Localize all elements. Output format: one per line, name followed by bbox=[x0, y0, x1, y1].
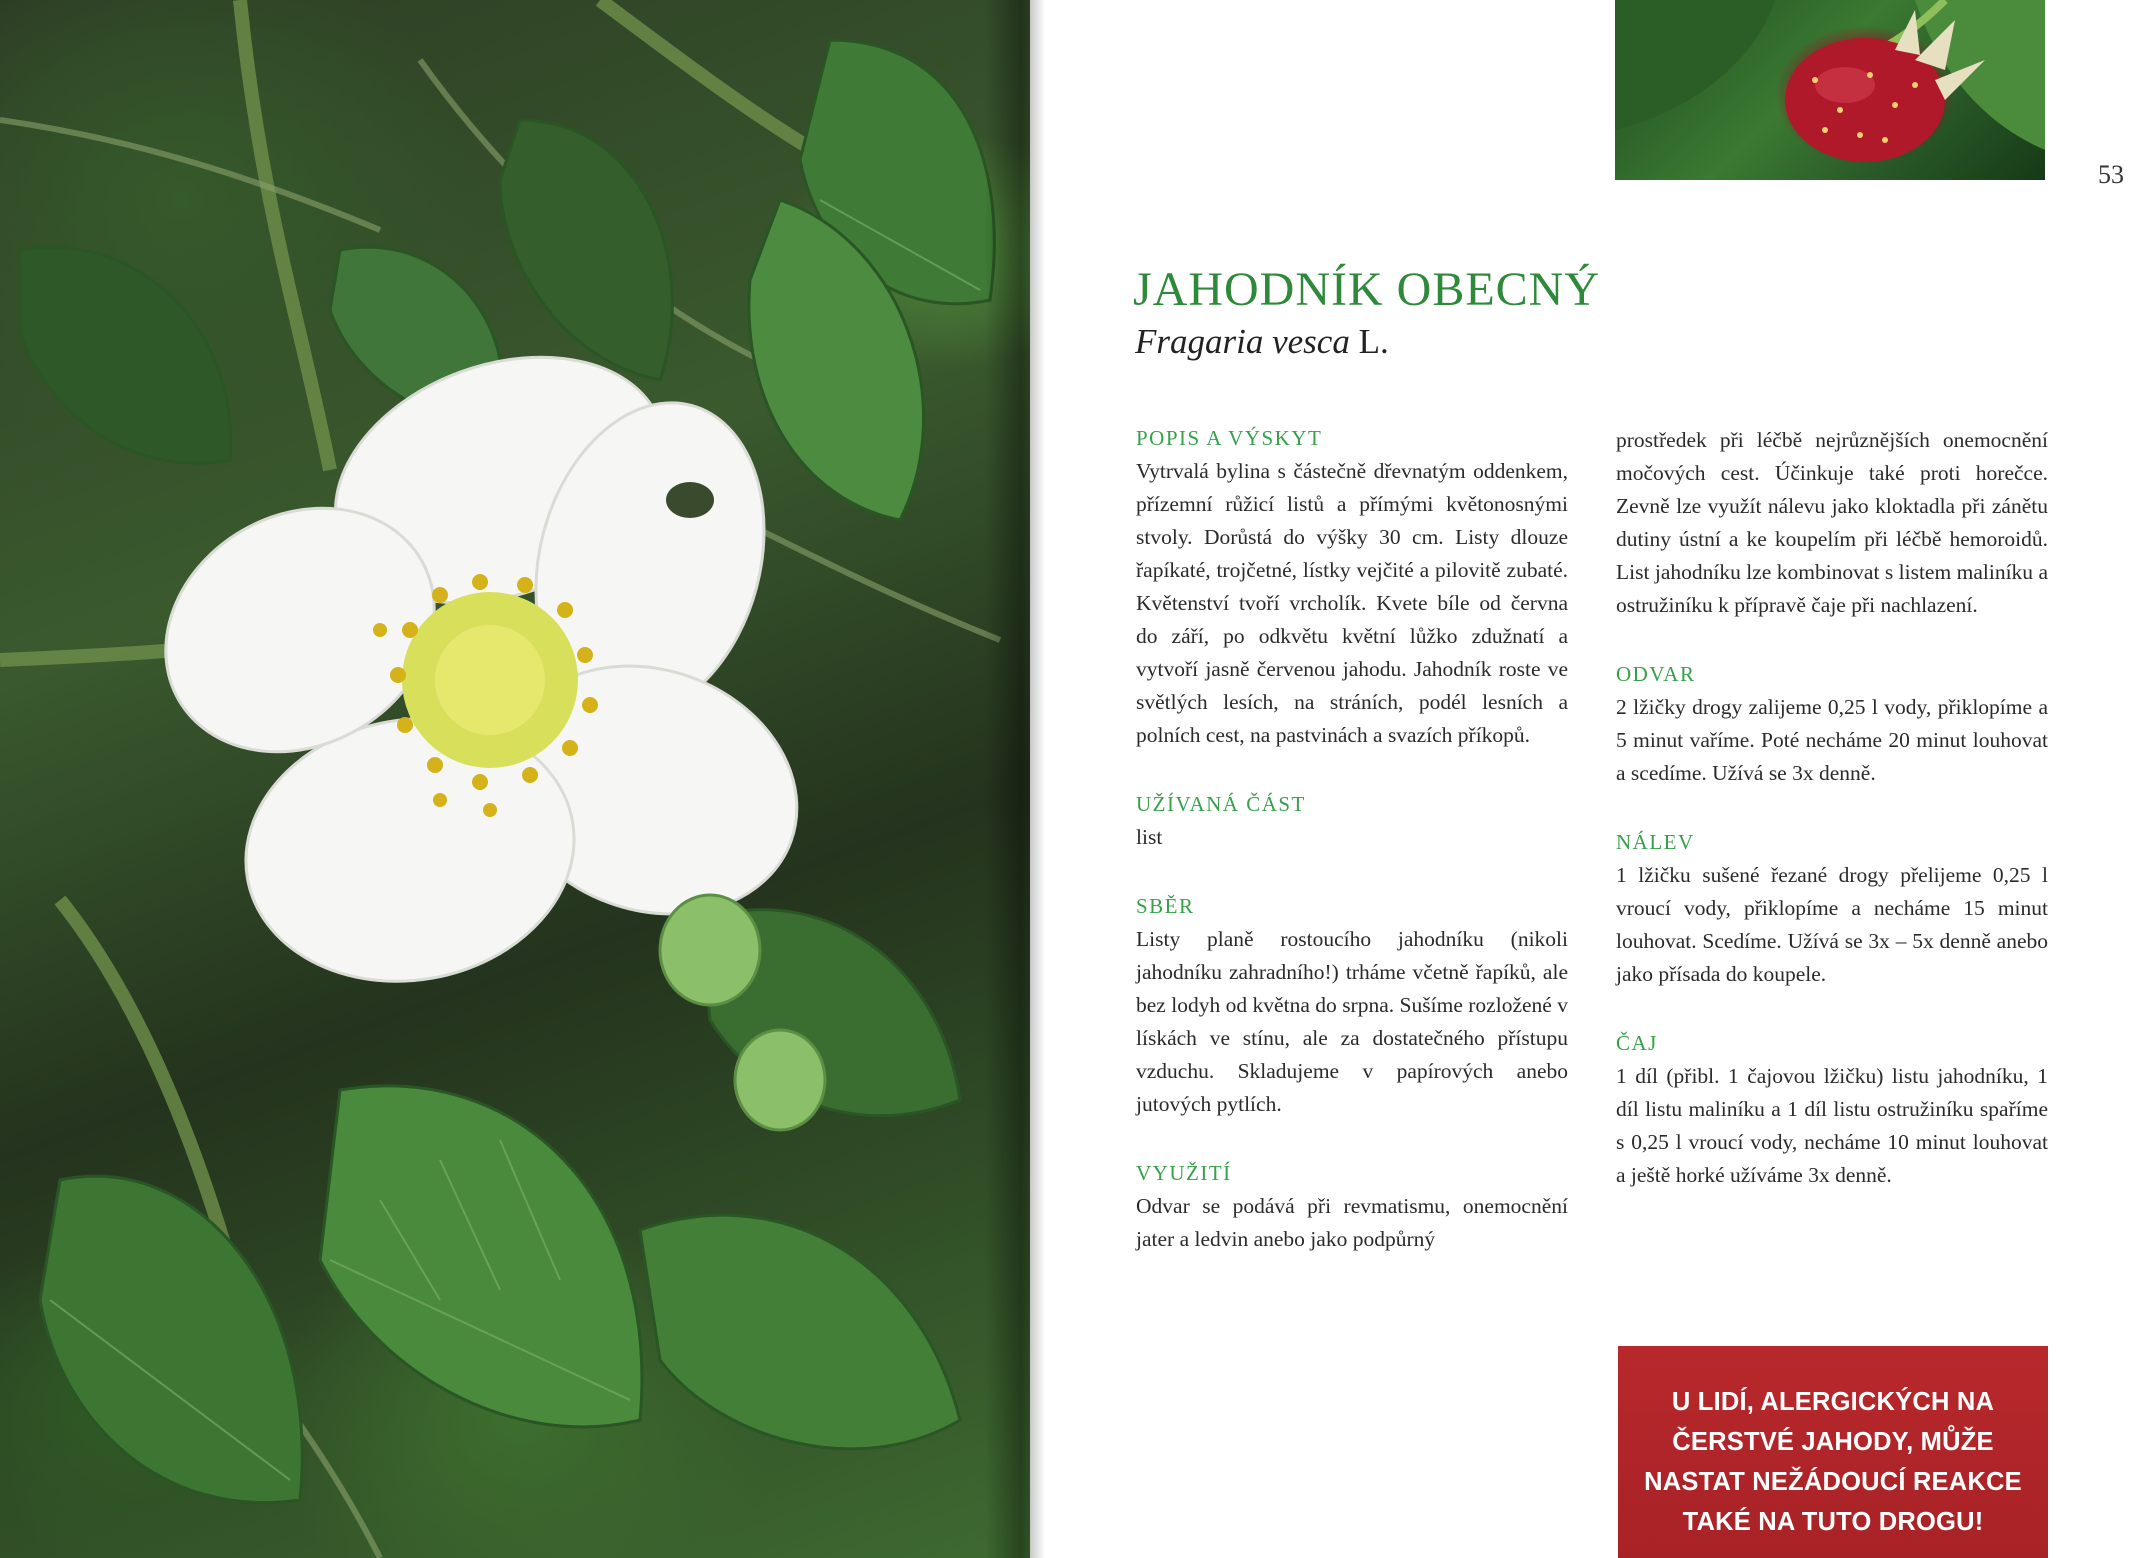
heading-uzivana-cast: UŽÍVANÁ ČÁST bbox=[1136, 792, 1306, 816]
text-column-left bbox=[1136, 422, 1568, 1292]
text-odvar: 2 lžičky drogy zalijeme 0,25 l vody, přiklopíme a 5 minut vaříme. Poté necháme 20 minut louhovat a scedíme. Užívá se 3x denně. bbox=[1616, 695, 2048, 785]
allergy-warning-text: U LIDÍ, ALERGICKÝCH NA ČERSTVÉ JAHODY, MŮŽE NASTAT NEŽÁDOUCÍ REAKCE TAKÉ NA TUTO DROGU! bbox=[1644, 1388, 2022, 1536]
strawberry-fruit-photo bbox=[1615, 0, 2045, 180]
heading-odvar: ODVAR bbox=[1616, 662, 1696, 686]
section-nalev bbox=[1616, 826, 2048, 991]
heading-vyuziti: VYUŽITÍ bbox=[1136, 1161, 1232, 1185]
text-column-right bbox=[1616, 424, 2048, 1228]
text-nalev: 1 lžičku sušené řezané drogy přelijeme 0,25 l vroucí vody, přiklopíme a necháme 15 minut louhovat. Scedíme. Užívá se 3x – 5x denně anebo jako přísada do koupele. bbox=[1616, 863, 2048, 986]
heading-sber: SBĚR bbox=[1136, 894, 1195, 918]
section-uzivana-cast bbox=[1136, 788, 1568, 854]
heading-caj: ČAJ bbox=[1616, 1031, 1658, 1055]
latin-author: L. bbox=[1349, 322, 1389, 361]
plant-title: JAHODNÍK OBECNÝ bbox=[1133, 263, 1600, 316]
section-sber bbox=[1136, 890, 1568, 1121]
allergy-warning-box bbox=[1618, 1346, 2048, 1558]
heading-nalev: NÁLEV bbox=[1616, 830, 1695, 854]
text-uzivana-cast: list bbox=[1136, 825, 1163, 849]
strawberry-flower-illustration bbox=[0, 0, 1030, 1558]
heading-popis: POPIS A VÝSKYT bbox=[1136, 426, 1323, 450]
text-vyuziti-part2: prostředek při léčbě nejrůznějších onemocnění močových cest. Účinkuje také proti horečce. Zevně lze využít nálevu jako kloktadla při zánětu dutiny ústní a ke koupelím při léčbě hemoroidů. List jahodníku lze kombinovat s listem maliníku a ostružiníku k přípravě čaje při nachlazení. bbox=[1616, 428, 2048, 617]
section-vyuziti bbox=[1136, 1157, 1568, 1256]
section-vyuziti-continued bbox=[1616, 424, 2048, 622]
strawberry-fruit-illustration bbox=[1615, 0, 2045, 180]
section-popis bbox=[1136, 422, 1568, 752]
latin-name bbox=[1135, 322, 1389, 362]
text-vyuziti-part1: Odvar se podává při revmatismu, onemocnění jater a ledvin anebo jako podpůrný bbox=[1136, 1194, 1568, 1251]
page-number: 53 bbox=[2098, 160, 2124, 189]
text-caj: 1 díl (přibl. 1 čajovou lžičku) listu jahodníku, 1 díl listu maliníku a 1 díl listu ostružiníku spaříme s 0,25 l vroucí vody, necháme 10 minut louhovat a ještě horké užíváme 3x denně. bbox=[1616, 1064, 2048, 1187]
strawberry-flower-photo bbox=[0, 0, 1030, 1558]
text-sber: Listy planě rostoucího jahodníku (nikoli jahodníku zahradního!) trháme včetně řapíků, ale bez lodyh od května do srpna. Sušíme rozložené v lískách ve stínu, ale za dostatečného přístupu vzduchu. Skladujeme v papírových anebo jutových pytlích. bbox=[1136, 927, 1568, 1116]
section-odvar bbox=[1616, 658, 2048, 790]
book-gutter-shadow bbox=[985, 0, 1045, 1558]
latin-genus-species: Fragaria vesca bbox=[1135, 322, 1350, 361]
section-caj bbox=[1616, 1027, 2048, 1192]
text-popis: Vytrvalá bylina s částečně dřevnatým oddenkem, přízemní růžicí listů a přímými květonosnými stvoly. Dorůstá do výšky 30 cm. Listy dlouze řapíkaté, trojčetné, lístky vejčité a pilovitě zubaté. Květenství tvoří vrcholík. Kvete bíle od června do září, po odkvětu květní lůžko zdužnatí a vytvoří jasně červenou jahodu. Jahodník roste ve světlých lesích, na stráních, podél lesních a polních cest, na pastvinách a svazích příkopů. bbox=[1136, 459, 1568, 747]
